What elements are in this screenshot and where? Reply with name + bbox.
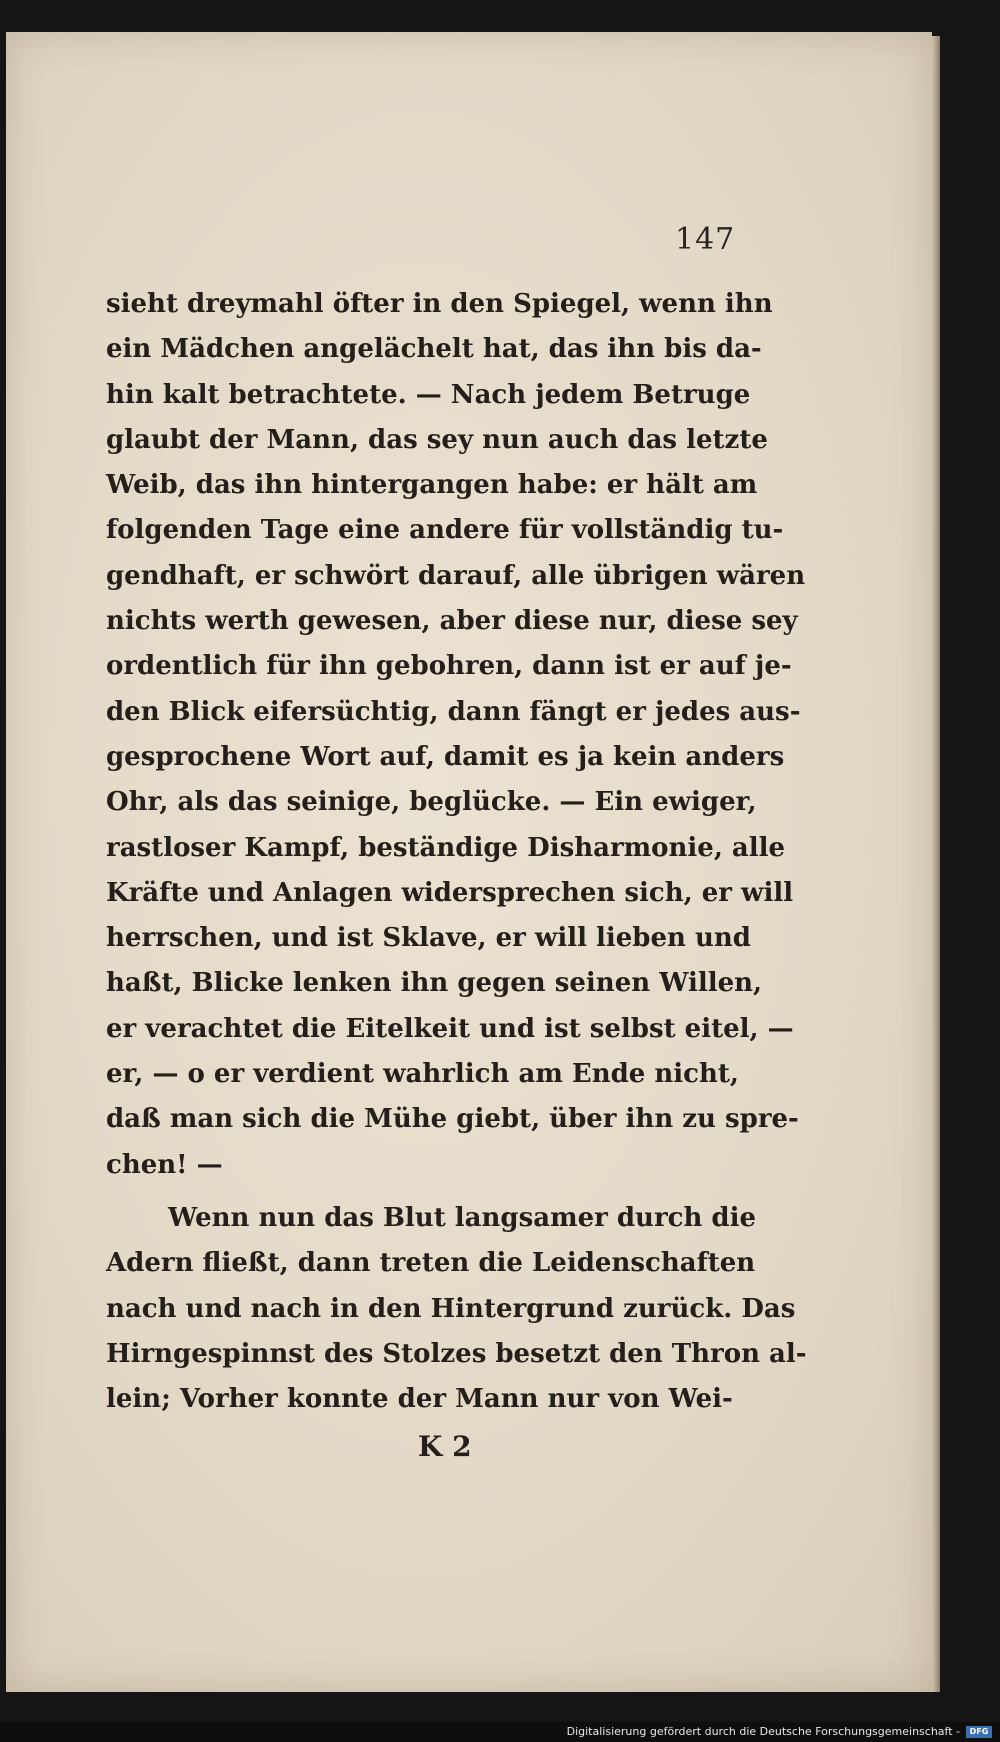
text-line: gendhaft, er schwört darauf, alle übrigen wären [106, 560, 806, 591]
text-line: ein Mädchen angelächelt hat, das ihn bis da- [106, 334, 762, 365]
text-line: Wenn nun das Blut langsamer durch die [168, 1202, 757, 1233]
footer-credit: Digitalisierung gefördert durch die Deutsche Forschungsgemeinschaft - [566, 1725, 960, 1738]
text-line: haßt, Blicke lenken ihn gegen seinen Willen, [106, 968, 763, 999]
text-line: herrschen, und ist Sklave, er will lieben und [106, 923, 751, 954]
paragraph-gap [106, 1188, 728, 1196]
text-line: Weib, das ihn hintergangen habe: er hält am [106, 470, 758, 501]
text-line: er, — o er verdient wahrlich am Ende nicht, [106, 1059, 739, 1090]
text-line: glaubt der Mann, das sey nun auch das letzte [106, 424, 768, 455]
signature-mark: K 2 [418, 1430, 472, 1463]
text-line: Hirngespinnst des Stolzes besetzt den Thron al- [106, 1338, 807, 1369]
dfg-logo: DFG [966, 1726, 992, 1738]
text-line: nach und nach in den Hintergrund zurück. Das [106, 1293, 796, 1324]
text-line: rastloser Kampf, beständige Disharmonie, alle [106, 832, 786, 863]
text-block [106, 282, 807, 1422]
text-line: lein; Vorher konnte der Mann nur von Wei- [106, 1384, 733, 1415]
text-line: daß man sich die Mühe giebt, über ihn zu spre- [106, 1104, 799, 1135]
text-line: Ohr, als das seinige, beglücke. — Ein ewiger, [106, 787, 757, 818]
page-number: 147 [675, 222, 736, 257]
text-line: er verachtet die Eitelkeit und ist selbst eitel, — [106, 1013, 794, 1044]
text-line: ordentlich für ihn gebohren, dann ist er auf je- [106, 651, 792, 682]
text-line: nichts werth gewesen, aber diese nur, diese sey [106, 606, 798, 637]
text-line: hin kalt betrachtete. — Nach jedem Betruge [106, 379, 751, 410]
text-line: folgenden Tage eine andere für vollständig tu- [106, 515, 784, 546]
text-line: gesprochene Wort auf, damit es ja kein anders [106, 741, 785, 772]
text-line: Kräfte und Anlagen widersprechen sich, er will [106, 877, 794, 908]
text-line: Adern fließt, dann treten die Leidenschaften [106, 1248, 756, 1279]
text-line: sieht dreymahl öfter in den Spiegel, wenn ihn [106, 289, 773, 319]
page-edge [932, 36, 940, 1692]
text-line: chen! — [106, 1149, 223, 1180]
text-line: den Blick eifersüchtig, dann fängt er jedes aus- [106, 696, 801, 727]
